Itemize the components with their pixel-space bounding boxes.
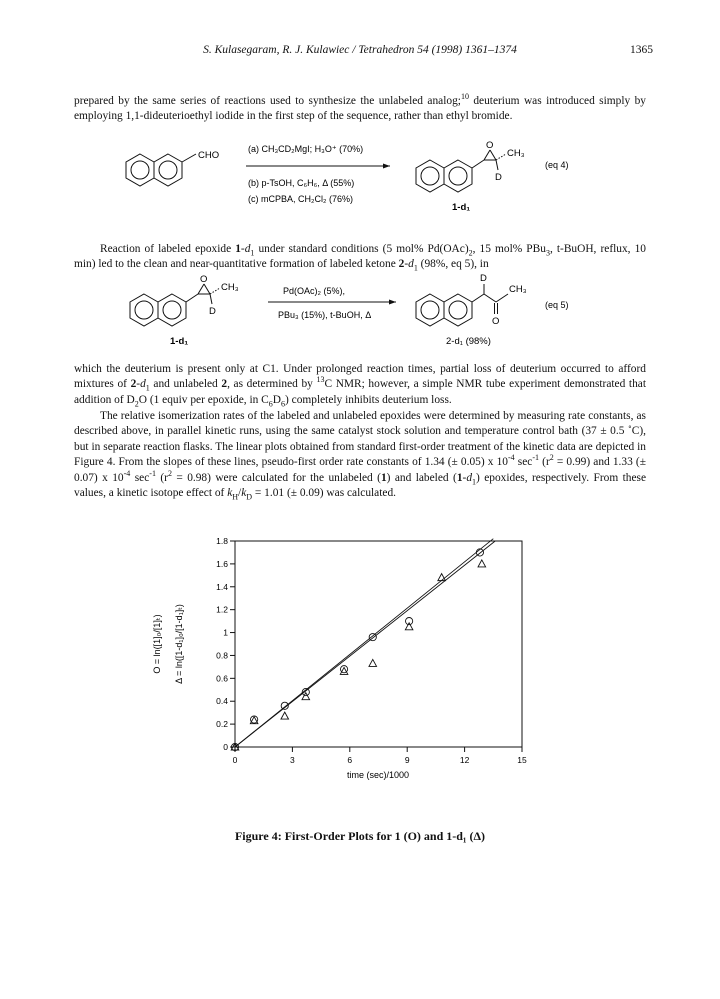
para2-segment-6: 2	[468, 248, 473, 258]
para4-segment-7: -4	[123, 468, 131, 478]
axes	[216, 536, 527, 765]
para4-segment-16: -	[462, 471, 467, 484]
triangle-point-2	[281, 712, 289, 719]
para4-segment-20: k	[227, 487, 233, 500]
para3-segment-7: , as determined by	[227, 378, 317, 391]
para2-segment-14: (98%, eq 5), in	[417, 258, 489, 271]
naphthalene-epoxide	[130, 284, 220, 326]
aldehyde-label: CHO	[198, 150, 220, 161]
y-tick-label-0: 0	[223, 742, 228, 752]
epoxide-oxygen-5: O	[200, 274, 208, 285]
para2-segment-7: , 15 mol% PBu	[472, 243, 546, 255]
x-tick-label-2: 6	[347, 755, 353, 765]
para3-segment-1: 2	[130, 378, 137, 391]
y-tick-label-5: 1	[223, 627, 228, 638]
x-tick-label-0: 0	[232, 755, 238, 765]
paragraph-3	[74, 362, 646, 408]
para2-segment-0: Reaction of labeled epoxide	[100, 243, 236, 255]
para4-segment-6: = 0.99) and 1.33 (± 0.07) x 10	[74, 456, 646, 484]
para1-segment-0: prepared by the same series of reactions used to synthesize the unlabeled analog;	[74, 95, 461, 107]
conditions-top: Pd(OAc)₂ (5%),	[283, 286, 346, 296]
equation-5-number: (eq 5)	[545, 300, 569, 310]
para2-segment-2: -	[240, 243, 245, 255]
para3-segment-6: 2	[221, 378, 228, 391]
para3-segment-15: ) completely inhibits deuterium loss.	[285, 393, 452, 406]
paragraph-4	[74, 409, 646, 501]
triangle-point-3	[302, 693, 310, 700]
y-tick-label-4: 0.8	[216, 650, 228, 661]
y-axis-label-circle: O = ln([1]₀/[1]ₜ)	[152, 614, 162, 674]
y-tick-label-2: 0.4	[216, 696, 228, 707]
para2-segment-13: 1	[413, 263, 418, 273]
conditions-bottom: PBu₃ (15%), t-BuOH, Δ	[278, 310, 372, 320]
paragraph-1	[74, 94, 646, 125]
figure-caption: Figure 4: First-Order Plots for 1 (O) and 1-d₁ (Δ)	[234, 829, 486, 843]
methyl-label-5a: CH₃	[221, 282, 239, 293]
y-tick-label-1: 0.2	[216, 719, 228, 730]
para4-segment-14: ) and labeled (	[386, 471, 457, 484]
para4-segment-8: sec	[130, 471, 150, 484]
para3-segment-5: and unlabeled	[149, 378, 222, 391]
y-tick-label-3: 0.6	[216, 673, 228, 684]
product-label-4: 1-d₁	[452, 202, 471, 213]
x-axis-label: time (sec)/1000	[346, 770, 410, 780]
para3-segment-4: 1	[145, 383, 150, 393]
para4-segment-13: 1	[380, 471, 387, 484]
para2-segment-8: 3	[545, 248, 550, 258]
para3-segment-2: -	[136, 378, 141, 391]
arrow-head-4	[383, 164, 390, 169]
para2-segment-11: -	[404, 258, 409, 271]
paragraph-2	[74, 242, 646, 273]
fit-lines	[235, 539, 495, 747]
equation-4-number: (eq 4)	[545, 160, 569, 170]
x-tick-label-5: 15	[517, 755, 527, 765]
y-tick-label-8: 1.6	[216, 558, 228, 569]
para2-segment-5: under standard conditions (5 mol% Pd(OAc)	[254, 243, 469, 255]
para3-segment-11: O (1 equiv per epoxide, in C	[138, 393, 269, 406]
para3-segment-13: D	[272, 393, 281, 406]
paragraph-4-text	[74, 409, 646, 501]
naphthalene-product	[416, 150, 506, 192]
ketone-oxygen: O	[492, 316, 500, 327]
para4-segment-4: (r	[539, 456, 550, 469]
x-tick-label-4: 12	[459, 755, 470, 765]
para1-segment-2: deuterium was introduced simply by employing 1,1-dideuterioethyl iodide in the first step of the sequence, rather than ethyl bromide.	[74, 95, 647, 123]
step-c: (c) mCPBA, CH₂Cl₂ (76%)	[248, 194, 353, 204]
running-title: S. Kulasegaram, R. J. Kulawiec / Tetrahedron 54 (1998) 1361–1374	[203, 44, 517, 56]
para2-segment-10: 2	[398, 258, 405, 271]
running-header	[0, 44, 720, 64]
para3-segment-9: C NMR; however, a simple NMR tube experiment demonstrated that addition of D	[74, 378, 646, 406]
triangle-point-5	[369, 659, 377, 666]
paragraph-1-text	[74, 94, 646, 125]
circle-point-5	[369, 634, 376, 641]
x-tick-label-1: 3	[290, 755, 295, 765]
para4-segment-22: /	[238, 487, 242, 500]
para1-segment-1: 10	[460, 92, 469, 102]
fit-line-triangle	[235, 541, 495, 747]
para2-segment-1: 1	[235, 243, 241, 255]
para3-segment-12: 6	[268, 399, 273, 409]
paragraph-3-text	[74, 362, 646, 408]
y-tick-label-7: 1.4	[216, 581, 228, 592]
triangle-point-8	[478, 560, 486, 567]
para4-segment-0: The relative isomerization rates of the labeled and unlabeled epoxides were determined by measuring rate constants, as described above, in parallel kinetic runs, using the same catalyst stock solution and temperature control bath (37 ± 0.5 ˚C), but in separate reaction flasks. The linear plots obtained from standard first-order treatment of the kinetic data are depicted in Figure 4. From the slopes of these lines, pseudo-first order rate constants of 1.34 (± 0.05) x 10	[74, 410, 646, 469]
para4-segment-19: ) epoxides, respectively. From these values, a kinetic isotope effect of	[74, 471, 647, 500]
triangle-point-7	[438, 574, 446, 581]
para4-segment-18: 1	[472, 476, 477, 486]
equation-4	[100, 138, 620, 226]
para3-segment-10: 2	[134, 399, 139, 409]
methyl-label-4: CH₃	[507, 148, 525, 159]
step-b: (b) p-TsOH, C₆H₆, Δ (55%)	[248, 178, 355, 188]
arrow-head-5	[389, 300, 396, 305]
product-label-5: 2-d₁ (98%)	[446, 336, 491, 347]
para4-segment-23: k	[241, 487, 247, 500]
para2-segment-9: , t-BuOH, reflux, 10 min) led to the clean and near-quantitative formation of labeled ketone	[74, 243, 646, 271]
para4-segment-5: 2	[549, 453, 554, 463]
paragraph-2-text	[74, 242, 646, 273]
page-number: 1365	[630, 44, 653, 56]
step-a: (a) CH₃CD₂MgI; H₃O⁺ (70%)	[248, 144, 364, 154]
para4-segment-11: 2	[167, 468, 172, 478]
para2-segment-12: d	[408, 258, 414, 271]
y-tick-label-9: 1.8	[216, 536, 228, 546]
para2-segment-3: d	[244, 243, 251, 255]
y-tick-label-6: 1.2	[216, 604, 228, 615]
para4-segment-2: sec	[514, 456, 533, 469]
plot-frame	[235, 541, 522, 747]
para3-segment-0: which the deuterium is present only at C1. Under prolonged reaction times, partial loss of deuterium occurred to afford mixtures of	[74, 363, 646, 391]
equation-5	[100, 272, 620, 356]
para4-segment-21: H	[232, 492, 239, 502]
para2-segment-4: 1	[250, 248, 255, 258]
para4-segment-10: (r	[155, 471, 168, 484]
first-order-plot	[140, 528, 560, 788]
para4-segment-15: 1	[456, 471, 463, 484]
para4-segment-24: D	[246, 492, 253, 502]
para4-segment-3: -1	[532, 453, 540, 463]
deuterium-label-5b: D	[480, 273, 487, 284]
deuterium-label-5a: D	[209, 306, 216, 317]
naphthalene-reactant	[126, 154, 196, 186]
deuterium-label-4: D	[495, 172, 502, 183]
para4-segment-25: = 1.01 (± 0.09) was calculated.	[252, 487, 397, 500]
para3-segment-3: d	[140, 378, 146, 391]
x-tick-label-3: 9	[404, 755, 410, 765]
epoxide-oxygen-4: O	[486, 140, 494, 151]
reactant-label-5: 1-d₁	[170, 336, 189, 347]
para4-segment-1: -4	[508, 453, 515, 463]
methyl-label-5b: CH₃	[509, 284, 527, 295]
para4-segment-12: = 0.98) were calculated for the unlabeled (	[171, 471, 381, 484]
para4-segment-17: d	[466, 471, 473, 484]
y-axis-label-triangle: Δ = ln([1-d₁]₀/[1-d₁]ₜ)	[174, 604, 184, 684]
para3-segment-8: 13	[316, 375, 325, 385]
para3-segment-14: 6	[281, 399, 285, 409]
para4-segment-9: -1	[149, 468, 156, 478]
